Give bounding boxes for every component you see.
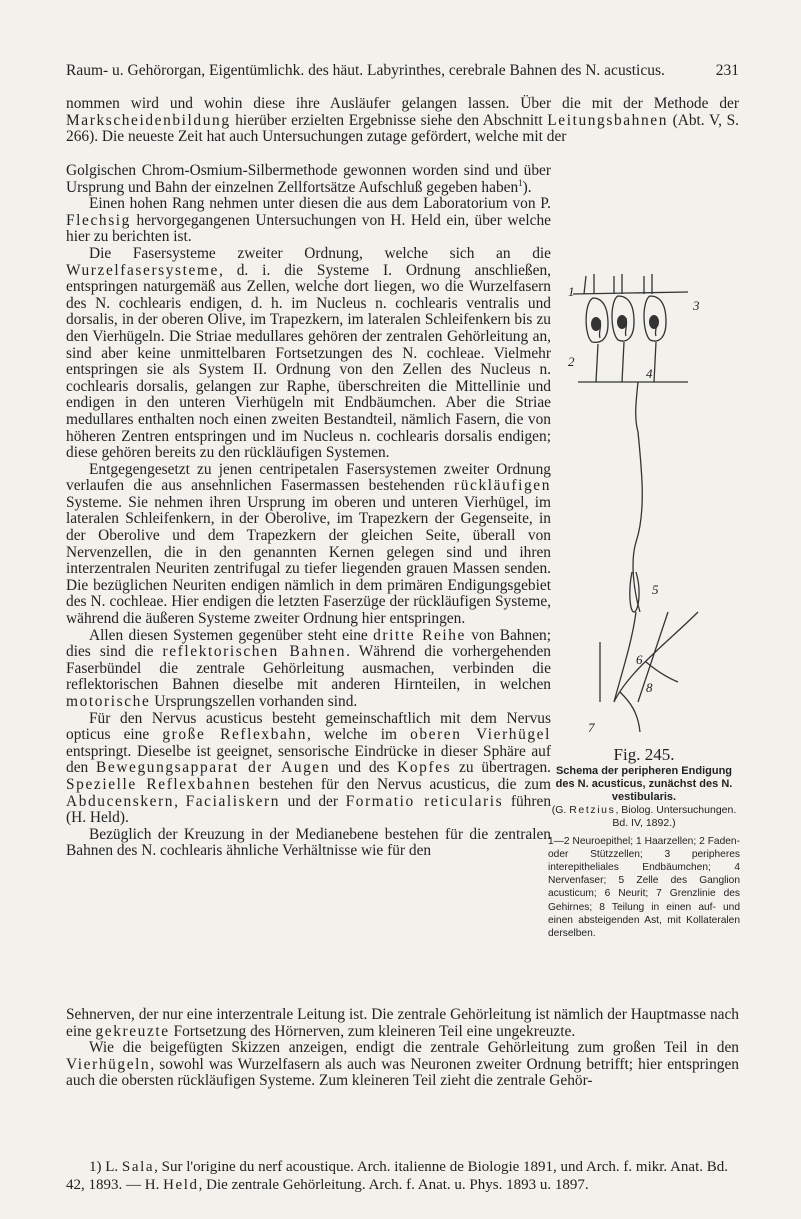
body-text-column: [66, 163, 551, 860]
fiber-4: [636, 382, 638, 432]
spaced-term: reflektorischen Bahnen: [162, 643, 347, 661]
spaced-term: rückläufigen: [454, 477, 551, 495]
fig-label-2: 2: [568, 354, 575, 369]
spaced-name: Held: [163, 1177, 199, 1193]
paragraph: Wie die beigefügten Skizzen anzeigen, endigt die zentrale Gehörleitung zum großen Teil in den Vierhügeln, sowohl was Wurzelfasern als auch was Neuronen zweiter Ordnung betrifft; hier entspringen auch die obersten rückläufigen Systeme. Zum kleineren Teil zieht die zentrale Gehör-: [66, 1039, 739, 1090]
spaced-term: Bewegungsapparat der Augen: [96, 759, 331, 777]
neuroepithelium: [573, 274, 688, 382]
fig-label-1: 1: [568, 284, 575, 299]
spaced-term: Abducenskern: [66, 792, 175, 810]
fig-label-8: 8: [646, 680, 653, 695]
paragraph: nommen wird und wohin diese ihre Ausläufer gelangen lassen. Über die mit der Methode der Markscheidenbildung hierüber erzielten Ergebnisse siehe den Abschnitt Leitungsbahnen (Abt. V, S. 266). Die neueste Zeit hat auch Untersuchungen zutage gefördert, welche mit der: [66, 95, 739, 146]
fig-label-4: 4: [646, 366, 653, 381]
paragraph: Einen hohen Rang nehmen unter diesen die aus dem Laboratorium von P. Flechsig hervorgegangenen Untersuchungen von H. Held ein, über welche hier zu berichten ist.: [66, 195, 551, 246]
figure-legend: 1—2 Neuroepithel; 1 Haarzellen; 2 Faden- oder Stützzellen; 3 peripheres interepitheliales Endbäumchen; 4 Nervenfaser; 5 Zelle des Ganglion acusticum; 6 Neurit; 7 Grenzlinie des Gehirnes; 8 Teilung in einen auf- und einen absteigenden Ast, mit Kollateralen derselben.: [548, 835, 740, 939]
fig-label-3: 3: [693, 298, 700, 313]
figure-caption: [548, 745, 740, 940]
figure-source: (G. Retzius, Biolog. Untersuchungen. Bd. IV, 1892.): [551, 803, 737, 829]
body-text-bottom: [66, 1007, 739, 1090]
paragraph: Golgischen Chrom-Osmium-Silbermethode gewonnen worden sind und über Ursprung und Bahn der einzelnen Zellfortsätze Aufschluß gegeben haben$^1$).: [66, 162, 551, 196]
spaced-name: Sala: [121, 1159, 155, 1175]
hair-tufts: [584, 274, 652, 294]
spaced-term: Vierhügeln: [66, 1055, 151, 1073]
body-text-top: [66, 96, 739, 146]
spaced-term: Spezielle Reflexbahnen: [66, 775, 252, 793]
footnote: 1) L. Sala, Sur l'origine du nerf acoustique. Arch. italienne de Biologie 1891, und Arch. f. mikr. Anat. Bd. 42, 1893. — H. Held, Die zentrale Gehörleitung. Arch. f. Anat. u. Phys. 1893 u. 1897.: [66, 1159, 729, 1193]
spaced-term: Markscheidenbildung: [66, 111, 231, 129]
ganglion-cell: [630, 572, 639, 612]
spaced-name: Flechsig: [66, 211, 131, 229]
spaced-term: motorische: [66, 693, 151, 710]
paragraph: Sehnerven, der nur eine interzentrale Leitung ist. Die zentrale Gehörleitung ist nämlich der Hauptmasse nach eine gekreuzte Fortsetzung des Hörnerven, zum kleineren Teil eine ungekreuzte.: [66, 1006, 739, 1040]
neuro-schema-drawing: [538, 232, 738, 742]
paragraph: Entgegengesetzt zu jenen centripetalen Fasersystemen zweiter Ordnung verlaufen die aus ansehnlichen Fasermassen bestehenden rückläufigen Systeme. Sie nehmen ihren Ursprung im oberen und unteren Vierhügel, im lateralen Schleifenkern, in der Oberolive, im Trapezkern der Gegenseite, in der Oberolive und dem Trapezkern der gleichen Seite, überall von Nervenzellen, die in den genannten Kernen gelegen sind und ihren interzentralen Neuriten zentrifugal zu tiefer liegenden grauen Massen senden. Die bezüglichen Neuriten endigen nämlich in dem primären Endigungsgebiet des N. cochleae. Hier endigen die letzten Faserzüge der rückläufigen Systeme, während die äußeren Systeme zweiter Ordnung hier entspringen.: [66, 460, 551, 628]
footnotes: [66, 1158, 739, 1194]
figure-labels: [568, 284, 700, 735]
paragraph: Für den Nervus acusticus besteht gemeinschaftlich mit dem Nervus opticus eine große Reflexbahn, welche im oberen Vierhügel entspringt. Dieselbe ist geeignet, sensorische Eindrücke in dieser Sphäre auf den Bewegungsapparat der Augen und des Kopfes zu übertragen. Spezielle Reflexbahnen bestehen für den Nervus acusticus, die zum Abducenskern, Facialiskern und der Formatio reticularis führen (H. Held).: [66, 709, 552, 827]
paragraph: Bezüglich der Kreuzung in der Medianebene bestehen für die zentralen Bahnen des N. cochlearis ähnliche Verhältnisse wie für den: [66, 825, 551, 860]
figure-245: [538, 232, 738, 742]
spaced-term: Kopfes: [397, 759, 452, 777]
paragraph: Allen diesen Systemen gegenüber steht eine dritte Reihe von Bahnen; dies sind die reflektorischen Bahnen. Während die vorhergehenden Faserbündel die zentrale Gehörleitung ausmachen, verbinden die reflektorischen Bahnen dieselbe mit anderen Hirnteilen, in welchen motorische Ursprungszellen vorhanden sind.: [66, 626, 551, 710]
running-title: Raum- u. Gehörorgan, Eigentümlichk. des häut. Labyrinthes, cerebrale Bahnen des N. acusticus.: [66, 62, 665, 79]
running-header: [66, 62, 739, 80]
figure-title: Schema der peripheren Endigung des N. acusticus, zunächst des N. vestibularis.: [555, 764, 733, 803]
spaced-term: Formatio reticularis: [345, 792, 504, 810]
nucleus-dots: [591, 315, 659, 331]
figure-number: Fig. 245.: [613, 745, 675, 764]
neurite-6: [614, 612, 636, 702]
spaced-term: Facialiskern: [185, 792, 281, 810]
fig-label-5: 5: [652, 582, 659, 597]
spaced-term: dritte Reihe: [373, 626, 466, 644]
spaced-term: gekreuzte: [95, 1022, 170, 1040]
spaced-term: Leitungsbahnen: [547, 111, 668, 129]
footnote-mark: 1: [518, 177, 523, 188]
page-number: 231: [715, 62, 739, 79]
spaced-term: oberen Vierhügel: [410, 726, 551, 744]
fig-label-6: 6: [636, 652, 643, 667]
branches-8: [614, 612, 698, 732]
paragraph: Die Fasersysteme zweiter Ordnung, welche sich an die Wurzelfasersysteme, d. i. die Systeme I. Ordnung anschließen, entspringen naturgemäß aus Zellen, welche dort liegen, wo die Wurzelfasern des N. cochlearis endigen, d. h. im Nucleus n. cochlearis ventralis und dorsalis, in der oberen Olive, im Trapezkern, im lateralen Schleifenkern bis zu den Vierhügeln. Die Striae medullares gehören der zentralen Gehörleitung an, sind aber keine unmittelbaren Fortsetzungen des N. cochleae. Vielmehr entspringen sie als System II. Ordnung von den Zellen des Nucleus n. cochlearis dorsalis, gelangen zur Raphe, überschreiten die Mittellinie und endigen in den unteren Vierhügeln mit Endbäumchen. Aber die Striae medullares enthalten noch einen zweiten Bestandteil, nämlich Fasern, die von höheren Zentren entspringen und im Nucleus n. cochlearis dorsalis endigen; diese gehören bereits zu den rückläufigen Systemen.: [66, 244, 551, 462]
spaced-term: große Reflexbahn: [162, 726, 308, 744]
spaced-term: Wurzelfasersysteme: [66, 261, 219, 279]
fiber-to-ganglion: [633, 432, 642, 612]
fig-label-7: 7: [588, 720, 595, 735]
